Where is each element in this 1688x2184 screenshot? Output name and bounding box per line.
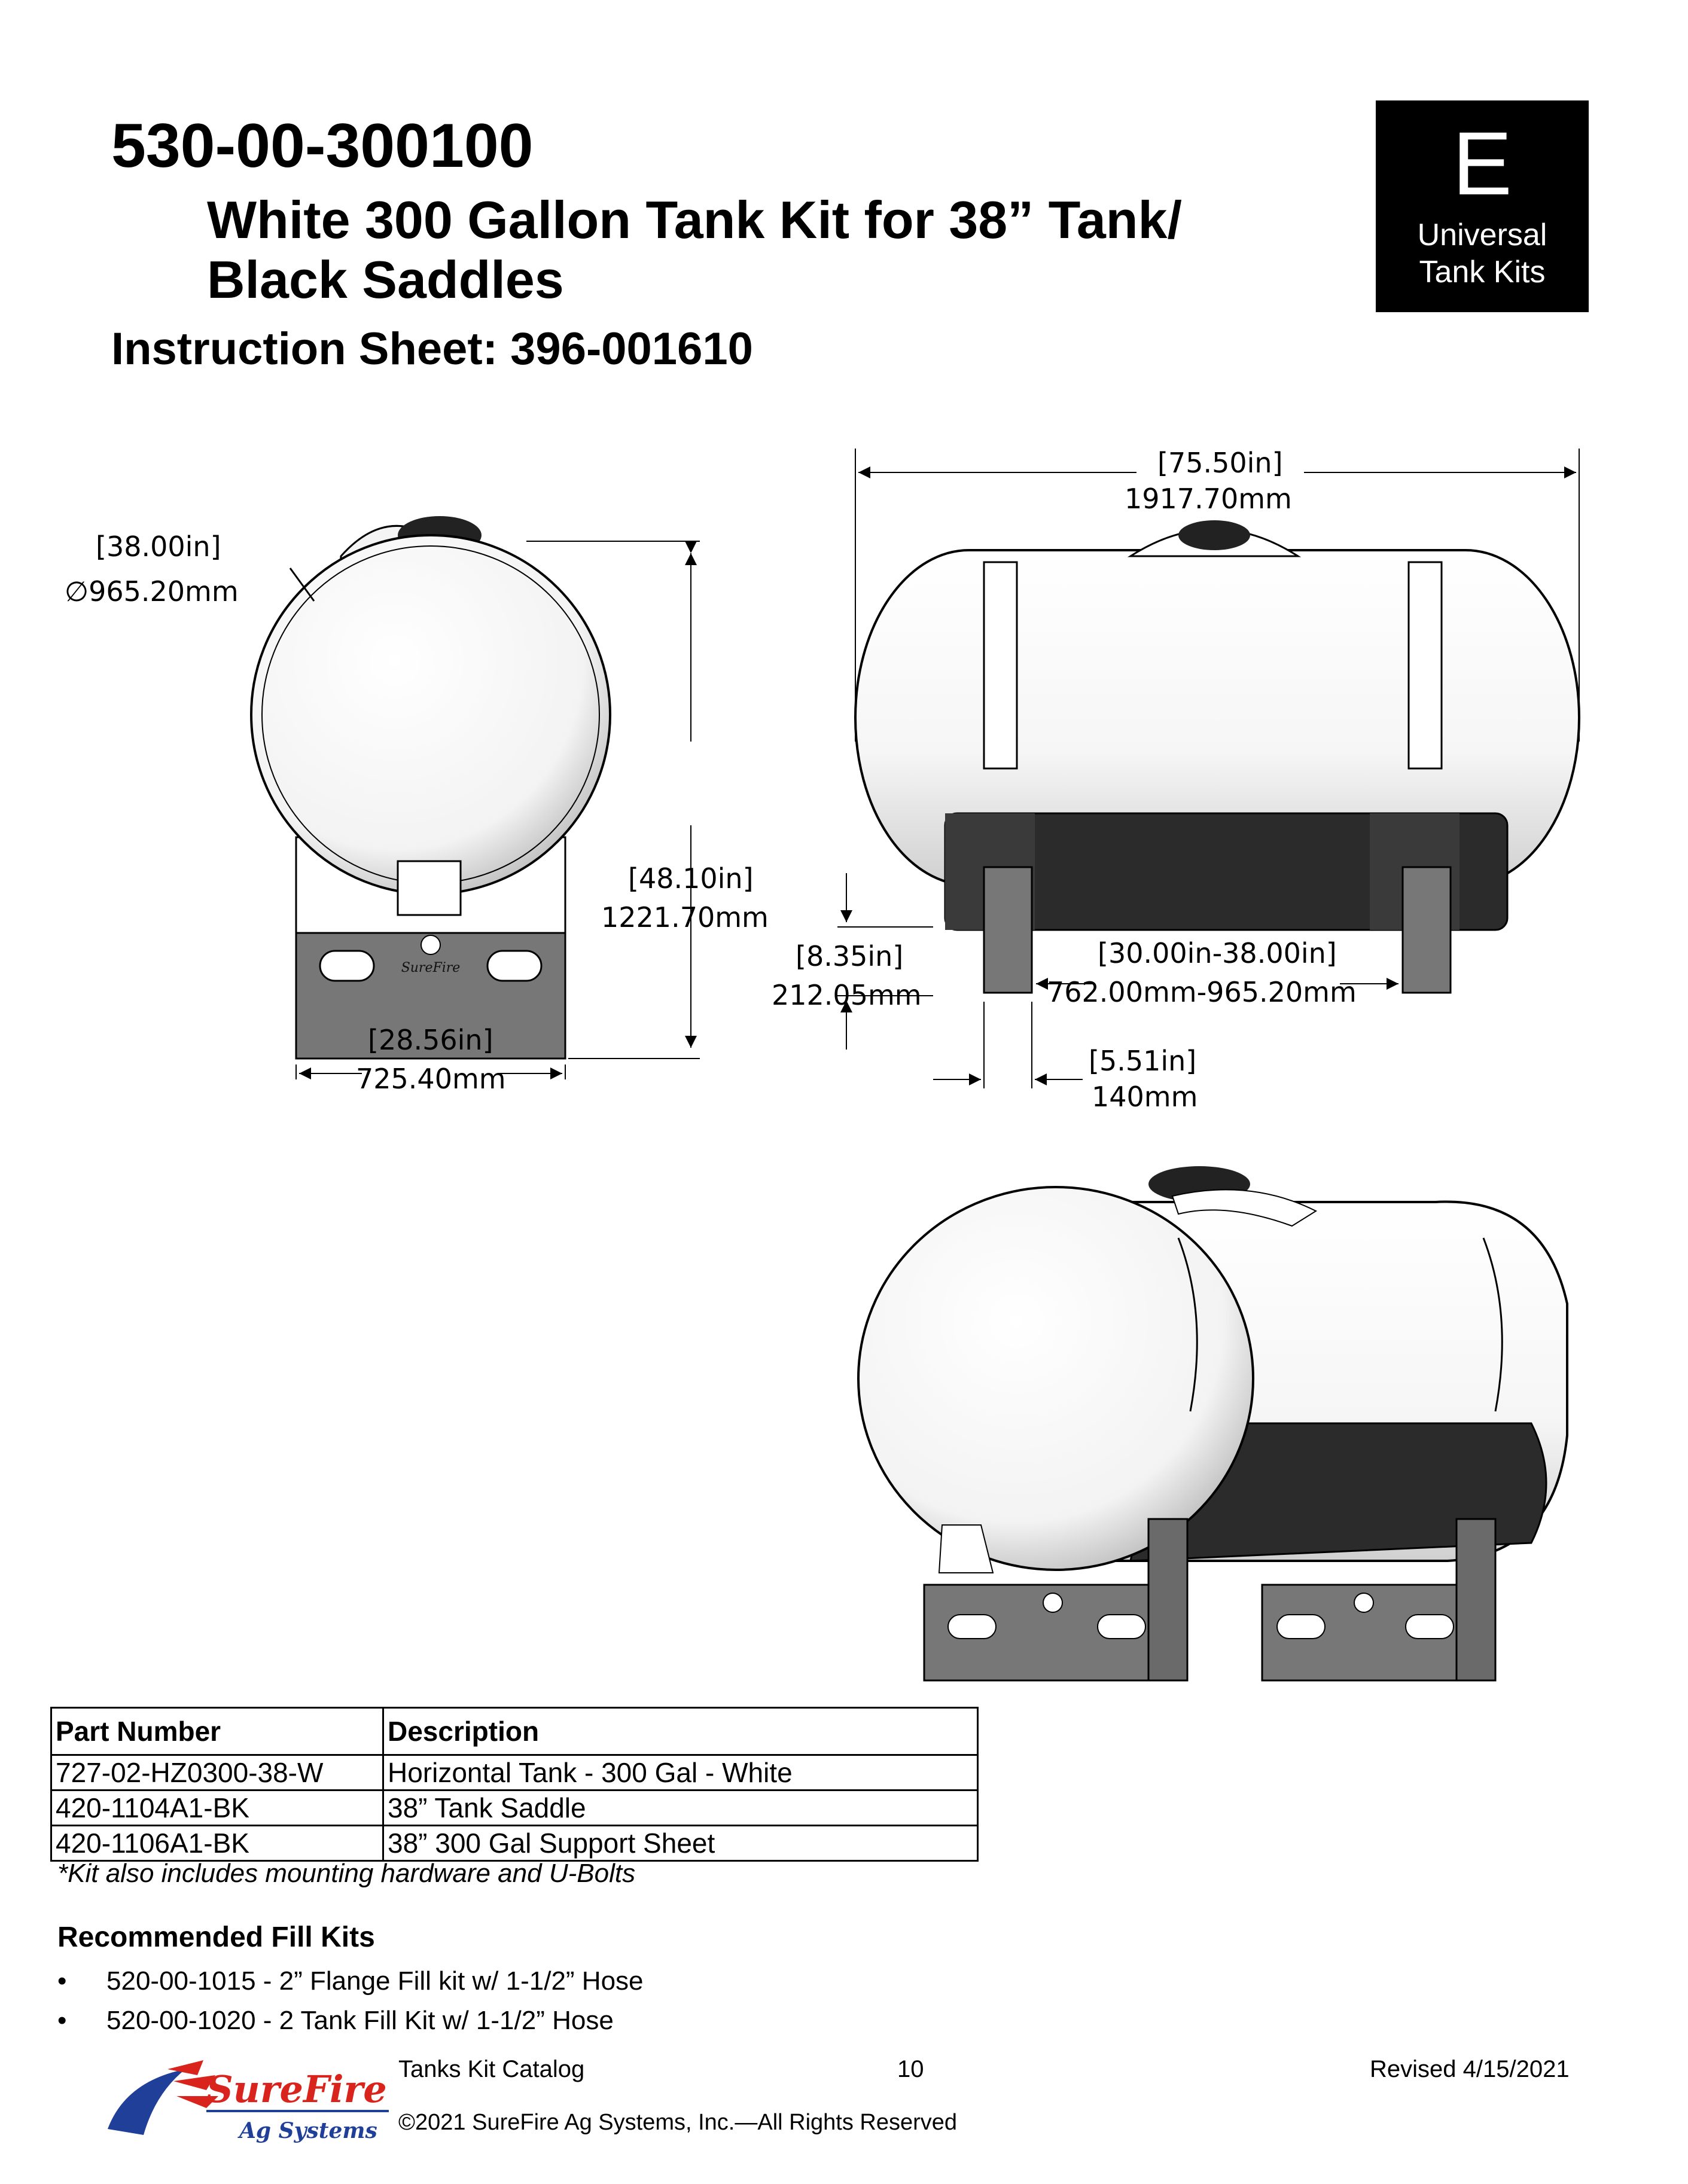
table-row: [51, 1755, 978, 1790]
saddle-spacing-in: [30.00in-38.00in]: [1098, 937, 1337, 969]
section-letter: E: [1452, 113, 1513, 213]
length-in: [75.50in]: [1157, 447, 1283, 479]
diameter-in: [38.00in]: [96, 530, 221, 563]
recommended-heading: Recommended Fill Kits: [57, 1921, 375, 1953]
description-cell: 38” Tank Saddle: [383, 1790, 978, 1826]
saddle-width-mm: 140mm: [1092, 1081, 1198, 1113]
section-label-line-2: Tank Kits: [1419, 255, 1546, 289]
sun-burst-icon: [108, 2060, 218, 2135]
length-mm: 1917.70mm: [1125, 483, 1292, 515]
header-part-number: Part Number: [51, 1708, 383, 1755]
clearance-mm: 212.05mm: [772, 979, 922, 1011]
saddle-width-in: [5.51in]: [1089, 1045, 1197, 1077]
width-mm: 725.40mm: [356, 1063, 506, 1095]
height-mm: 1221.70mm: [601, 901, 769, 934]
width-in: [28.56in]: [368, 1024, 493, 1056]
logo-text-ag-systems: Ag Systems: [239, 2118, 377, 2143]
side-saddle-left: [984, 867, 1032, 993]
title-line-1: White 300 Gallon Tank Kit for 38” Tank/: [207, 190, 1182, 249]
saddle-spacing-mm: 762.00mm-965.20mm: [1047, 976, 1357, 1008]
header-description: Description: [383, 1708, 978, 1755]
recommended-list: [57, 1962, 644, 2040]
clearance-in: [8.35in]: [796, 940, 904, 972]
list-item: [57, 1962, 644, 2001]
table-row: [51, 1790, 978, 1826]
instruction-sheet: Instruction Sheet: 396-001610: [111, 324, 753, 374]
copyright: ©2021 SureFire Ag Systems, Inc.—All Rights Reserved: [398, 2110, 958, 2135]
end-view: [65, 516, 769, 1095]
section-label: [1376, 216, 1589, 291]
description-cell: Horizontal Tank - 300 Gal - White: [383, 1755, 978, 1790]
bullet-icon: •: [57, 2006, 67, 2035]
bullet-icon: •: [57, 1966, 67, 1996]
section-label-line-1: Universal: [1417, 218, 1547, 252]
list-item: [57, 2001, 644, 2040]
revised-date: Revised 4/15/2021: [1370, 2056, 1570, 2082]
part-number-cell: 727-02-HZ0300-38-W: [51, 1755, 383, 1790]
page-number: 10: [897, 2056, 924, 2082]
page-title: [207, 190, 1343, 310]
side-view: [772, 447, 1579, 1113]
side-lid-icon: [1178, 520, 1250, 550]
table-row: [51, 1826, 978, 1861]
height-in: [48.10in]: [628, 862, 754, 895]
parts-table: [50, 1707, 979, 1862]
isometric-view: [858, 1166, 1567, 1680]
title-line-2: Black Saddles: [207, 250, 564, 309]
diameter-mm: ∅965.20mm: [65, 575, 239, 608]
svg-text:SureFire: SureFire: [401, 960, 461, 975]
list-item-text: 520-00-1015 - 2” Flange Fill kit w/ 1-1/2” Hose: [106, 1966, 644, 1996]
list-item-text: 520-00-1020 - 2 Tank Fill Kit w/ 1-1/2” Hose: [106, 2006, 614, 2035]
side-saddle-right: [1403, 867, 1451, 993]
surefire-logo: [102, 2057, 395, 2147]
logo-text-surefire: SureFire: [206, 2067, 387, 2111]
part-number-cell: 420-1104A1-BK: [51, 1790, 383, 1826]
footer-catalog: Tanks Kit Catalog: [398, 2056, 585, 2082]
part-number-cell: 420-1106A1-BK: [51, 1826, 383, 1861]
section-tab: [1376, 100, 1589, 312]
tank-drawing: [0, 407, 1688, 1692]
kit-note: *Kit also includes mounting hardware and U-Bolts: [57, 1859, 636, 1888]
table-header-row: [51, 1708, 978, 1755]
description-cell: 38” 300 Gal Support Sheet: [383, 1826, 978, 1861]
part-number: 530-00-300100: [111, 111, 534, 181]
